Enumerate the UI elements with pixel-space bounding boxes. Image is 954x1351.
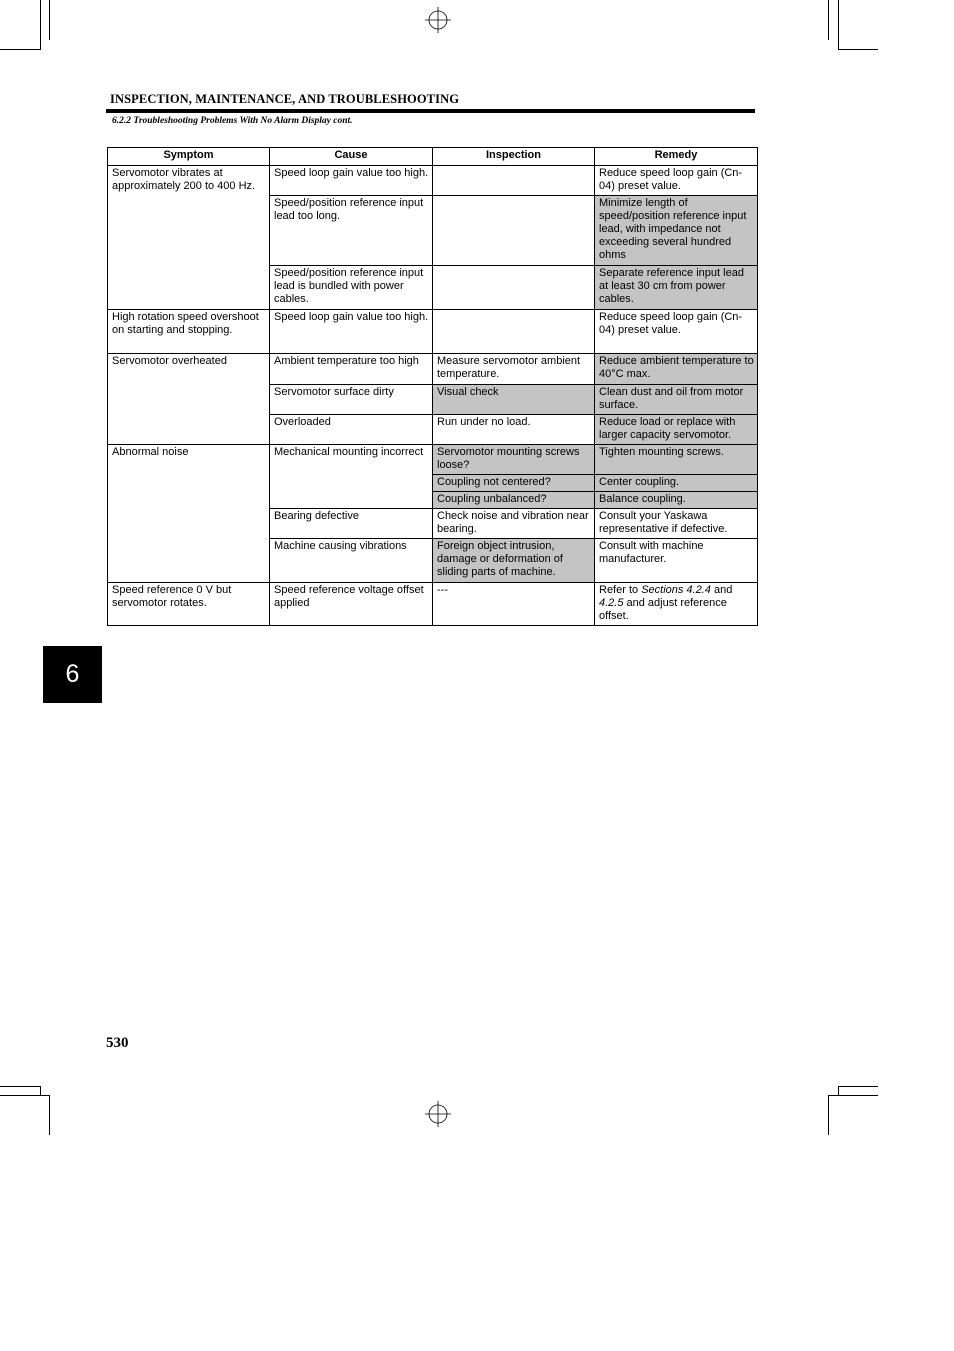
column-header-symptom: Symptom — [108, 148, 270, 166]
remedy-text: and — [710, 584, 733, 596]
inspection-cell: Run under no load. — [433, 415, 595, 445]
cause-cell: Overloaded — [270, 415, 433, 445]
cause-cell: Speed loop gain value too high. — [270, 166, 433, 196]
remedy-cell: Tighten mounting screws. — [595, 445, 758, 475]
inspection-cell — [433, 166, 595, 196]
symptom-cell: Speed reference 0 V but servomotor rotates. — [108, 583, 270, 626]
inspection-cell: Coupling unbalanced? — [433, 492, 595, 509]
section-reference: 4.2.5 — [599, 597, 624, 609]
remedy-cell: Separate reference input lead at least 30 cm from power cables. — [595, 266, 758, 310]
cause-cell: Speed loop gain value too high. — [270, 310, 433, 354]
page-number: 530 — [106, 1035, 129, 1051]
table-row — [108, 354, 758, 385]
column-header-inspection: Inspection — [433, 148, 595, 166]
remedy-cell: Consult with machine manufacturer. — [595, 539, 758, 583]
inspection-cell — [433, 266, 595, 310]
crop-mark — [838, 49, 878, 50]
symptom-cell: Servomotor overheated — [108, 354, 270, 445]
inspection-cell: Coupling not centered? — [433, 475, 595, 492]
troubleshooting-table — [107, 147, 758, 626]
remedy-cell: Reduce speed loop gain (Cn-04) preset value. — [595, 310, 758, 354]
cause-cell: Speed/position reference input lead is bundled with power cables. — [270, 266, 433, 310]
remedy-cell: Minimize length of speed/position reference input lead, with impedance not exceeding several hundred ohms — [595, 196, 758, 266]
registration-mark-icon — [425, 7, 451, 33]
remedy-cell — [595, 583, 758, 626]
subsection-subtitle: 6.2.2 Troubleshooting Problems With No Alarm Display cont. — [112, 116, 353, 126]
crop-mark — [838, 1086, 878, 1087]
symptom-cell: Abnormal noise — [108, 445, 270, 583]
header-rule — [106, 109, 755, 113]
crop-mark — [828, 1095, 878, 1096]
table-row — [108, 583, 758, 626]
cause-cell: Bearing defective — [270, 509, 433, 539]
crop-mark — [828, 0, 829, 40]
remedy-cell: Reduce speed loop gain (Cn-04) preset value. — [595, 166, 758, 196]
crop-mark — [49, 1095, 50, 1135]
column-header-remedy: Remedy — [595, 148, 758, 166]
remedy-cell: Center coupling. — [595, 475, 758, 492]
section-reference: Sections 4.2.4 — [641, 584, 711, 596]
registration-mark-icon — [425, 1101, 451, 1127]
column-header-cause: Cause — [270, 148, 433, 166]
cause-cell: Speed/position reference input lead too long. — [270, 196, 433, 266]
remedy-cell: Consult your Yaskawa representative if defective. — [595, 509, 758, 539]
table-row — [108, 310, 758, 354]
inspection-cell — [433, 196, 595, 266]
symptom-cell: Servomotor vibrates at approximately 200 to 400 Hz. — [108, 166, 270, 310]
table-row — [108, 166, 758, 196]
chapter-tab — [43, 646, 102, 703]
crop-mark — [0, 49, 40, 50]
crop-mark — [49, 0, 50, 40]
crop-mark — [838, 0, 839, 50]
cause-cell: Servomotor surface dirty — [270, 385, 433, 415]
table-header-row — [108, 148, 758, 166]
section-title: INSPECTION, MAINTENANCE, AND TROUBLESHOOTING — [110, 92, 460, 106]
remedy-cell: Clean dust and oil from motor surface. — [595, 385, 758, 415]
crop-mark — [828, 1095, 829, 1135]
inspection-cell: Measure servomotor ambient temperature. — [433, 354, 595, 385]
cause-cell: Machine causing vibrations — [270, 539, 433, 583]
symptom-cell: High rotation speed overshoot on starting and stopping. — [108, 310, 270, 354]
inspection-cell: Visual check — [433, 385, 595, 415]
table-row — [108, 445, 758, 475]
remedy-text: Refer to — [599, 584, 642, 596]
chapter-number: 6 — [65, 660, 80, 688]
inspection-cell — [433, 310, 595, 354]
inspection-cell: Servomotor mounting screws loose? — [433, 445, 595, 475]
remedy-cell: Reduce ambient temperature to 40°C max. — [595, 354, 758, 385]
inspection-cell: --- — [433, 583, 595, 626]
remedy-cell: Balance coupling. — [595, 492, 758, 509]
inspection-cell: Check noise and vibration near bearing. — [433, 509, 595, 539]
cause-cell: Mechanical mounting incorrect — [270, 445, 433, 509]
crop-mark — [0, 1095, 50, 1096]
crop-mark — [40, 0, 41, 50]
remedy-text: and adjust reference offset. — [599, 597, 727, 622]
inspection-cell: Foreign object intrusion, damage or deformation of sliding parts of machine. — [433, 539, 595, 583]
remedy-cell: Reduce load or replace with larger capacity servomotor. — [595, 415, 758, 445]
cause-cell: Speed reference voltage offset applied — [270, 583, 433, 626]
crop-mark — [0, 1086, 40, 1087]
cause-cell: Ambient temperature too high — [270, 354, 433, 385]
